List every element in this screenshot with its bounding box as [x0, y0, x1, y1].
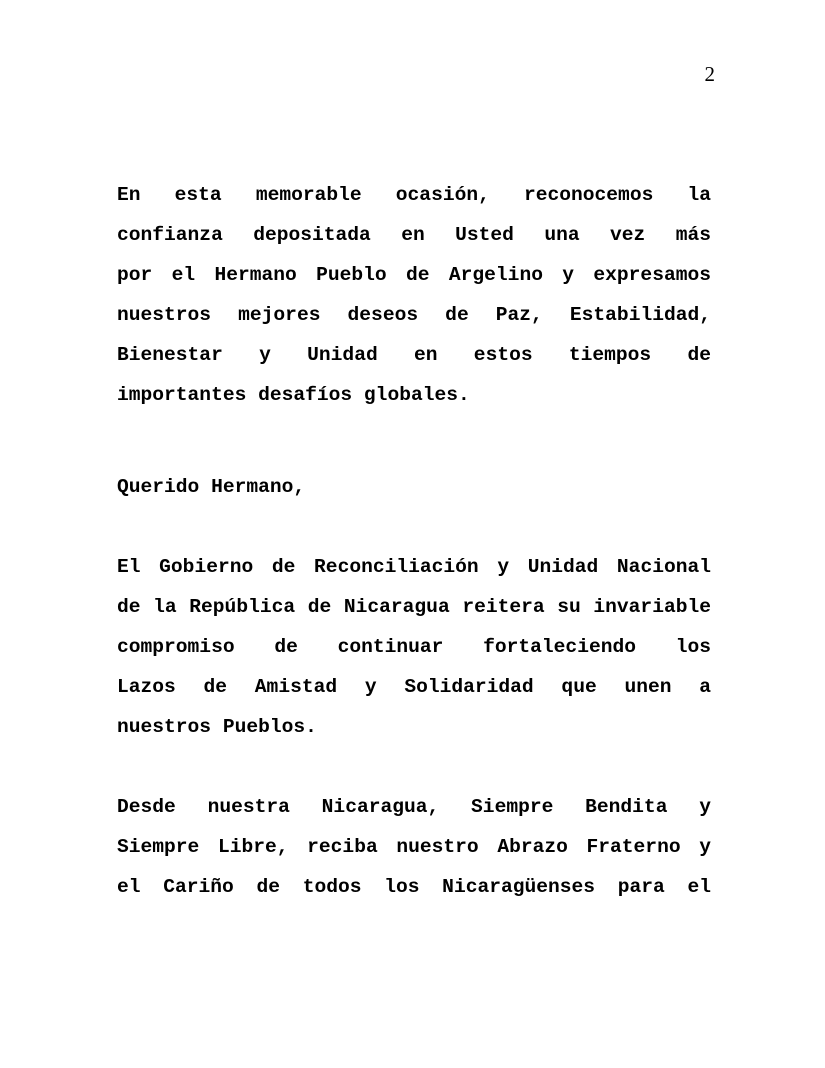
- page-header: [0, 0, 825, 86]
- paragraph-1: [117, 175, 711, 415]
- text-line: Querido Hermano,: [117, 476, 306, 498]
- text-line: Bienestar y Unidad en estos tiempos de: [117, 344, 711, 366]
- text-line: de la República de Nicaragua reitera su invariable: [117, 596, 711, 618]
- text-line: nuestros mejores deseos de Paz, Estabilidad,: [117, 304, 711, 326]
- paragraph-3: [117, 547, 711, 747]
- text-line: El Gobierno de Reconciliación y Unidad Nacional: [117, 556, 711, 578]
- text-line: importantes desafíos globales.: [117, 384, 470, 406]
- text-line: En esta memorable ocasión, reconocemos la: [117, 184, 711, 206]
- text-line: compromiso de continuar fortaleciendo los: [117, 636, 711, 658]
- text-line: Siempre Libre, reciba nuestro Abrazo Fraterno y: [117, 836, 711, 858]
- text-line: Desde nuestra Nicaragua, Siempre Bendita y: [117, 796, 711, 818]
- text-line: nuestros Pueblos.: [117, 716, 317, 738]
- paragraph-4: [117, 787, 711, 907]
- page-number: 2: [704, 62, 715, 86]
- text-line: confianza depositada en Usted una vez más: [117, 224, 711, 246]
- document-body: [117, 175, 711, 907]
- text-line: el Cariño de todos los Nicaragüenses para el: [117, 876, 711, 898]
- text-line: Lazos de Amistad y Solidaridad que unen a: [117, 676, 711, 698]
- text-line: por el Hermano Pueblo de Argelino y expresamos: [117, 264, 711, 286]
- paragraph-2-salutation: [117, 467, 711, 507]
